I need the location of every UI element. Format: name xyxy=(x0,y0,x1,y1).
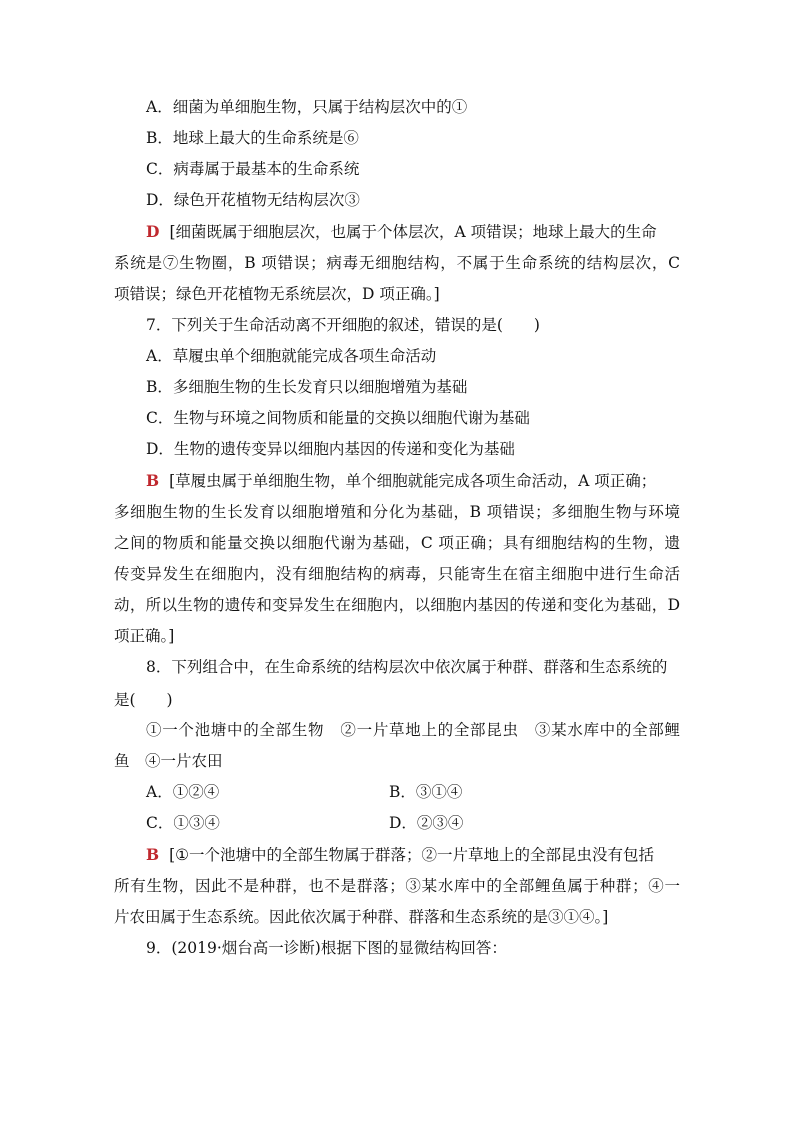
q6-option-d: D．绿色开花植物无结构层次③ xyxy=(146,191,360,209)
q7-stem: 7．下列关于生命活动离不开细胞的叙述，错误的是( ) xyxy=(146,316,540,334)
q8-option-b: B．③①④ xyxy=(389,783,463,801)
q7-explanation-4: 传变异发生在细胞内，没有细胞结构的病毒，只能寄生在宿主细胞中进行生命活 xyxy=(114,565,680,583)
q7-explanation-5: 动，所以生物的遗传和变异发生在细胞内，以细胞内基因的传递和变化为基础，D xyxy=(114,596,680,614)
q8-option-d: D．②③④ xyxy=(389,814,464,832)
q6-answer-line-1 xyxy=(146,222,680,242)
q8-items-1: ①一个池塘中的全部生物 ②一片草地上的全部昆虫 ③某水库中的全部鲤 xyxy=(146,721,680,739)
q7-option-b: B．多细胞生物的生长发育只以细胞增殖为基础 xyxy=(146,378,468,396)
q6-option-a: A．细菌为单细胞生物，只属于结构层次中的① xyxy=(146,98,468,116)
q7-option-d: D．生物的遗传变异以细胞内基因的传递和变化为基础 xyxy=(146,440,515,458)
q8-answer-line-1 xyxy=(146,845,680,865)
q8-explanation-1: [①一个池塘中的全部生物属于群落；②一片草地上的全部昆虫没有包括 xyxy=(169,846,655,864)
q7-answer-line-1 xyxy=(146,471,680,491)
q6-option-c: C．病毒属于最基本的生命系统 xyxy=(146,160,360,178)
q7-option-c: C．生物与环境之间物质和能量的交换以细胞代谢为基础 xyxy=(146,409,530,427)
q8-items-2: 鱼 ④一片农田 xyxy=(114,752,223,770)
q7-explanation-6: 项正确。] xyxy=(114,627,175,645)
q6-option-b: B．地球上最大的生命系统是⑥ xyxy=(146,129,359,147)
q8-option-a: A．①②④ xyxy=(146,783,220,801)
q7-explanation-3: 之间的物质和能量交换以细胞代谢为基础，C 项正确；具有细胞结构的生物，遗 xyxy=(114,534,680,552)
q7-explanation-1: [草履虫属于单细胞生物，单个细胞就能完成各项生命活动，A 项正确； xyxy=(169,472,657,490)
q8-option-c: C．①③④ xyxy=(146,814,220,832)
q6-answer-letter: D xyxy=(146,222,160,241)
q6-explanation-3: 项错误；绿色开花植物无系统层次，D 项正确。] xyxy=(114,285,440,303)
q8-explanation-3: 片农田属于生态系统。因此依次属于种群、群落和生态系统的是③①④。] xyxy=(114,908,609,926)
q7-explanation-2: 多细胞生物的生长发育以细胞增殖和分化为基础，B 项错误；多细胞生物与环境 xyxy=(114,503,680,521)
q8-stem-2: 是( ) xyxy=(114,691,173,709)
q6-explanation-2: 系统是⑦生物圈，B 项错误；病毒无细胞结构，不属于生命系统的结构层次，C xyxy=(114,254,680,272)
q8-explanation-2: 所有生物，因此不是种群，也不是群落；③某水库中的全部鲤鱼属于种群；④一 xyxy=(114,877,680,895)
q7-answer-letter: B xyxy=(146,471,160,490)
q7-option-a: A．草履虫单个细胞就能完成各项生命活动 xyxy=(146,347,437,365)
q9-stem: 9．(2019·烟台高一诊断)根据下图的显微结构回答： xyxy=(146,939,507,957)
q8-stem-1: 8．下列组合中，在生命系统的结构层次中依次属于种群、群落和生态系统的 xyxy=(146,658,668,676)
q6-explanation-1: [细菌既属于细胞层次，也属于个体层次，A 项错误；地球上最大的生命 xyxy=(169,223,657,241)
q8-answer-letter: B xyxy=(146,845,160,864)
